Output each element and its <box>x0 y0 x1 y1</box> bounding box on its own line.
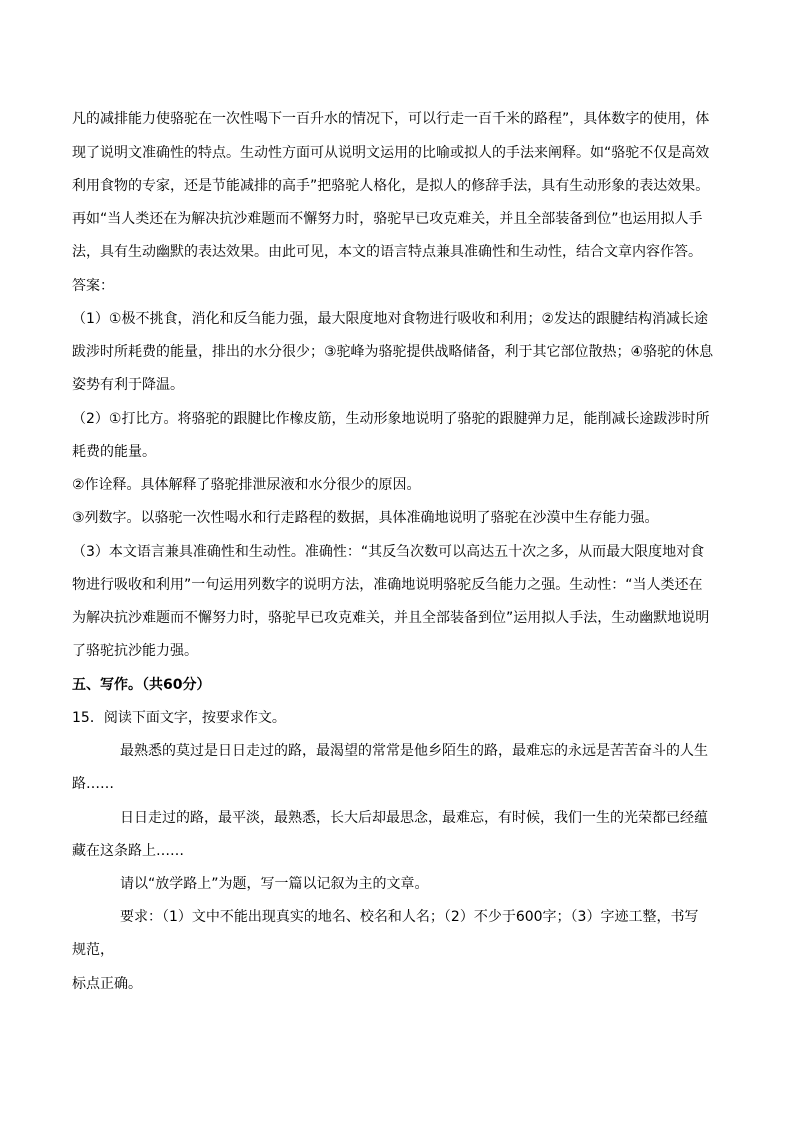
text-line: （3）本文语言兼具准确性和生动性。准确性：“其反刍次数可以高达五十次之多，从而最大限度地对食 <box>72 544 705 560</box>
answer-label: 答案： <box>72 278 114 294</box>
text-line: ③列数字。以骆驼一次性喝水和行走路程的数据，具体准确地说明了骆驼在沙漠中生存能力强。 <box>72 510 659 526</box>
requirements-line: 规范， <box>72 942 114 958</box>
text-line: 为解决抗沙难题而不懈努力时，骆驼早已攻克难关，并且全部装备到位”运用拟人手法，生动幽默地说明 <box>72 610 710 626</box>
text-line: 利用食物的专家，还是节能减排的高手”把骆驼人格化，是拟人的修辞手法，具有生动形象的表达效果。 <box>72 178 710 194</box>
text-line: 跋涉时所耗费的能量，排出的水分很少；③驼峰为骆驼提供战略储备，利于其它部位散热；④骆驼的休息 <box>72 344 714 360</box>
text-line: 了骆驼抗沙能力强。 <box>72 643 198 659</box>
text-line: 法，具有生动幽默的表达效果。由此可见，本文的语言特点兼具准确性和生动性，结合文章内容作答。 <box>72 244 702 260</box>
instruction-line: 请以“放学路上”为题，写一篇以记叙为主的文章。 <box>120 876 429 892</box>
text-line: ②作诠释。具体解释了骆驼排泄尿液和水分很少的原因。 <box>72 477 421 493</box>
text-line: 物进行吸收和利用”一句运用列数字的说明方法，准确地说明骆驼反刍能力之强。生动性：“当人类还在 <box>72 577 703 593</box>
section-heading: 五、写作。（共60分） <box>72 677 211 693</box>
text-line: 最熟悉的莫过是日日走过的路，最渴望的常常是他乡陌生的路，最难忘的永远是苦苦奋斗的人生 <box>120 743 708 759</box>
question-title: 15．阅读下面文字，按要求作文。 <box>72 710 286 726</box>
text-line: 路…… <box>72 776 114 792</box>
text-line: 再如“当人类还在为解决抗沙难题而不懈努力时，骆驼早已攻克难关，并且全部装备到位”也运用拟人手 <box>72 211 703 227</box>
text-line: 姿势有利于降温。 <box>72 377 184 393</box>
text-line: 凡的减排能力使骆驼在一次性喝下一百升水的情况下，可以行走一百千米的路程”，具体数字的使用，体 <box>72 111 710 127</box>
text-line: （2）①打比方。将骆驼的跟腱比作橡皮筋，生动形象地说明了骆驼的跟腱弹力足，能削减长途跋涉时所 <box>72 411 710 427</box>
text-line: 耗费的能量。 <box>72 444 156 460</box>
requirements-line: 标点正确。 <box>72 976 142 992</box>
text-line: 现了说明文准确性的特点。生动性方面可从说明文运用的比喻或拟人的手法来阐释。如“骆驼不仅是高效 <box>72 145 710 161</box>
text-line: （1）①极不挑食，消化和反刍能力强，最大限度地对食物进行吸收和利用；②发达的跟腱结构消减长途 <box>72 311 709 327</box>
text-line: 日日走过的路，最平淡，最熟悉，长大后却最思念，最难忘，有时候，我们一生的光荣都已经蕴 <box>120 810 708 826</box>
requirements-line: 要求：（1）文中不能出现真实的地名、校名和人名；（2）不少于600字；（3）字迹工整，书写 <box>120 909 699 925</box>
text-line: 藏在这条路上…… <box>72 843 184 859</box>
